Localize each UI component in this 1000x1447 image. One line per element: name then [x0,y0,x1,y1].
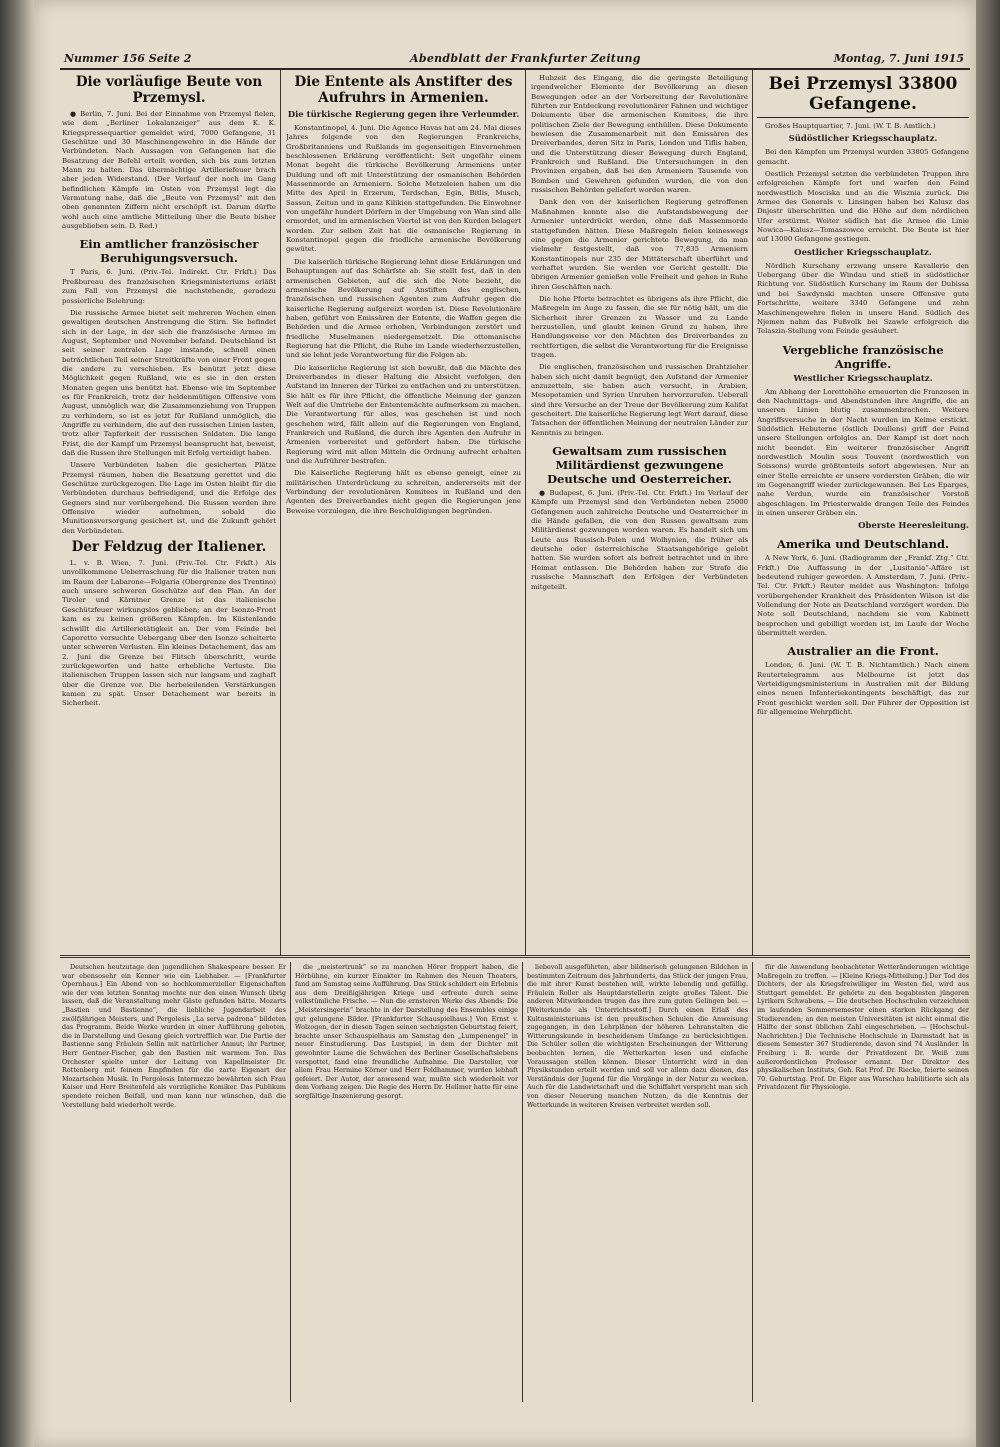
page-header [60,50,970,70]
column-2 [286,74,521,952]
feuilleton-divider [60,957,970,958]
article-body: ● Budapest, 6. Juni. (Priv.-Tel. Ctr. Frkft.) Im Verlauf der Kämpfe um Przemysl sind den Verbündeten neben 25000 Gefangenen auch zahlreiche Deutsche und Oesterreicher in die Hände gefallen, die von den Russen gewaltsam zum Militärdienst gezwungen worden waren. Es handelt sich um Leute aus Russisch-Polen und Wolhynien, die früher als deutsche oder österreichische Staatsangehörige gelebt hatten. Sie wurden sofort als befreit betrachtet und in ihre Heimat entlassen. Die Behörden haben zur Strafe die russische Mannschaft den Erfolgen der Verbündeten mitgeteilt. [531,489,748,591]
column-rule [525,70,526,955]
article-body: Konstantinopel, 4. Juni. Die Agence Havas hat am 24. Mai dieses Jahres folgende von den Regierungen Frankreichs, Großbritanniens und Rußlands im gegenseitigen Einvernehmen beschlossenen Erklärung veröffentlicht: Seit ungefähr einem Monat begeht die türkische Bevölkerung Armeniens unter Duldung und oft mit Unterstützung der osmanischen Behörden Massenmorde an Armeniern. Solche Metzeleien haben um die Mitte des April in Erzerum, Terdschan, Egin, Bitlis, Musch, Sassun, Zeitun und in ganz Kilikien stattgefunden. Die Einwohner von ungefähr hundert Dörfern in der Umgebung von Wan sind alle ermordet, und im armenischen Viertel ist von den Kurden belagert worden. Zur selben Zeit hat die osmanische Regierung in Konstantinopel gegen die friedliche armenische Bevölkerung gewütet. [286,124,521,254]
page-number: Nummer 156 Seite 2 [64,52,192,65]
article-body: L. v. B. Wien, 7. Juni. (Priv.-Tel. Ctr. Frkft.) Als unvollkommene Ueberraschung für die Italiener traten nun im Raum der Labarone—Folgaria (Obergrenze des Trentino) auch unsere schweren Geschütze auf den Plan. An der Tiroler und Kärntner Grenze ist das italienische Geschützfeuer wirkungslos geblieben; an der Isonzo-Front kam es zu keinen größeren Kämpfen. Im Küstenlande schwillt die Artillerietätigkeit an. Der vom Feinde bei Caporetto versuchte Uebergang über den Isonzo scheiterte unter schweren Verlusten. Ein kleines Detachement, das am 2. Juni die Grenze bei Flitsch überschritt, wurde zurückgeworfen und hatte erhebliche Verluste. Die italienischen Truppen lassen sich nur langsam und zaghaft über die Grenze vor. Die herbeieilenden Verstärkungen kamen zu spät. Unser Detachement war bereits in Sicherheit. [62,559,276,708]
issue-date: Montag, 7. Juni 1915 [833,52,964,65]
column-rule [752,70,753,955]
article-body: Dank den von der kaiserlichen Regierung getroffenen Maßnahmen konnte also die Aufstandsbewegung der Armenier unterdrückt werden, ohne daß Massenmorde stattgefunden hätten. Diese Maßregeln fielen keineswegs eine gegen die Armenier gerichtete Bewegung, da man vielmehr festgestellt, daß von 77,835 Armeniern Konstantinopels nur 235 der Mittäterschaft überführt und verhaftet wurden. Sie werden vor Gericht gestellt. Die übrigen Armenier genießen volle Freiheit und gehen in Ruhe ihren Geschäften nach. [531,198,748,291]
article-body: Unsere Verbündeten haben die gesicherten Plätze Przemysl räumen, haben die Besatzung gerettet und die Geschütze zurückgezogen. Die Lage im Osten bleibt für die Verbündeten durchaus befriedigend, und die Erfolge des Gegners sind nur vorübergehend. Die Russen werden ihre Offensive wieder aufnehmen, sobald die Munitionsversorgung gesichert ist, und die Zukunft gehört den Verbündeten. [62,461,276,535]
article-title: Die Entente als Anstifter des Aufruhrs in Armenien. [294,74,513,106]
article-body: Nördlich Kurschany erzwang unsere Kavallerie den Uebergang über die Windau und stieß in südöstlicher Richtung vor. Südöstlich Kurschany im Raum der Dubissa und bei Sawdynski machten unsere Offensive gute Fortschritte, weitere 3340 Gefangene und zehn Maschinengewehre fielen in unsere Hand. Südlich des Njemen nahm das Fußvolk bei Szawle erfolgreich die Telaszin-Stellung vom Feinde gesäubert. [757,261,969,336]
article-body: London, 6. Juni. (W. T. B. Nichtamtlich.) Nach einem Reutertelegramm aus Melbourne ist jetzt das Verteidigungsministerium in Australien mit der Bildung eines neuen Infanteriekontingents beschäftigt, das zur Front geschickt werden soll. Der Führer der Opposition ist für allgemeine Wehrpflicht. [757,661,969,717]
column-rule [752,962,753,1402]
column-1 [62,74,276,952]
feuilleton-text: für die Anwendung beobachteter Wetteränderungen wichtige Maßregeln zu treffen. — [Kleine Kriegs-Mitteilung.] Der Tod des Dichters, der als Kriegsfreiwilliger im Westen fiel, wird aus Stuttgart gemeldet. Er gehörte zu den begabtesten jüngeren Lyrikern Schwabens. — Die deutschen Hochschulen verzeichnen im laufenden Sommersemester einen starken Rückgang der Studierenden; an den meisten Universitäten ist nicht einmal die Hälfte der sonst üblichen Zahl eingeschrieben. — [Hochschul-Nachrichten.] Die Technische Hochschule in Darmstadt hat in diesem Semester 367 Studierende, davon sind 74 Ausländer. In Freiburg i. B. wurde der Privatdozent Dr. Weiß zum außerordentlichen Professor ernannt. Der Direktor des physikalischen Instituts, Geh. Rat Prof. Dr. Riecke, feierte seinen 70. Geburtstag. Prof. Dr. Eiger aus Warschau habilitierte sich als Privatdozent für Physiologie. [757,963,969,1092]
article-body: Die hohe Pforte betrachtet es übrigens als ihre Pflicht, die Maßregeln im Auge zu fassen, die sie für nötig hält, um die Sicherheit ihrer Grenzen zu Wasser und zu Lande herzustellen, und glaubt keinen Grund zu haben, ihre Handlungsweise vor den Mächten des Dreiverbandes zu rechtfertigen, die selbst die Verantwortung für die Ereignisse tragen. [531,294,748,359]
article-body: Hubzeit des Eingang, die die geringste Beteiligung irgendwelcher Elemente der Bevölkerung an diesen Bewegungen oder an der Vorbereitung der Revolutionäre führten zur Entdeckung revolutionärer Fahnen und wichtiger Dokumente über die armenischen Komitees, die ihre politischen Ziele der Bewegung enthüllen. Diese Dokumente bewiesen die Zusammenarbeit mit den Emissären des Dreiverbandes, deren Sitz in Paris, London und Tiflis haben, und die Unterstützung dieser Bewegung durch England, Frankreich und Rußland. Die Untersuchungen in den Provinzen ergaben, daß bei den Armeniern Tausende von Bomben und Gewehren gefunden wurden, die von den russischen Behörden geliefert worden waren. [531,74,748,195]
feuilleton-divider [60,955,970,956]
article-body: A New York, 6. Juni. (Radiogramm der „Frankf. Ztg.“ Ctr. Frkft.) Die Auffassung in der „Lusitania“-Affäre ist bedeutend ruhiger geworden. A Amsterdam, 7. Juni. (Priv.-Tel. Ctr. Frkft.) Reuter meldet aus Washington: Infolge vorübergehender Krankheit des Präsidenten Wilson ist die Vollendung der Note an Deutschland verzögert worden. Die Note soll Deutschland, nachdem sie vom Kabinett besprochen und gebilligt worden ist, im Laufe der Woche übermittelt werden. [757,554,969,638]
column-3 [531,74,748,952]
signature: Oberste Heeresleitung. [858,521,969,532]
feuilleton-column-2 [295,963,518,1403]
column-rule [522,962,523,1402]
article-title: Der Feldzug der Italiener. [71,539,267,556]
section-subheading: Südöstlicher Kriegsschauplatz. [788,134,938,145]
column-rule [290,962,291,1402]
feuilleton-text: liebevoll ausgeführten, aber bildnerisch gelungenen Bildchen in bestimmten Zeitraum des Jahrhunderts, das Stück der jungen Frau, die mit ihrer Kunst bestehen will, wirkte lebendig und gefällig. Fräulein Roller als Hauptdarstellerin zeigte großes Talent. Die anderen Mitwirkenden trugen das ihre zum guten Gelingen bei. — [Weiterkunde als Unterrichtsstoff.] Durch einen Erlaß des Kultusministeriums ist den preußischen Schulen die Anweisung zugegangen, in den Lehrplänen der höheren Lehranstalten die Witterungskunde in bescheidenem Umfange zu berücksichtigen. Die Schüler sollen die wichtigsten Erscheinungen der Witterung beobachten lernen, die Wetterkarten lesen und einfache Voraussagen stellen können. Dieser Unterricht wird in den Physikstunden erteilt werden und soll vor allem dazu dienen, das Verständnis der Jugend für die Vorgänge in der Natur zu wecken. Auch für die Landwirtschaft und die Schiffahrt verspricht man sich von dieser Neuerung manchen Nutzen, da die Kenntnis der Wetterkunde in weiteren Kreisen verbreitet werden soll. [527,963,748,1109]
article-body: Die russische Armee bietet seit mehreren Wochen einen gewaltigen deutschen Anstrengung die Stirn. Sie befindet sich in der Lage, in der sich die französische Armee im August, September und November befand. Deutschland ist seit seiner zentralen Lage imstande, schnell einen beträchtlichen Teil seiner Streitkräfte von einer Front gegen die andere zu verschieben. Es benützt jetzt diese Möglichkeit gegen Rußland, wie es sie in den ersten Monaten gegen uns benützt hat. Ebenso wie im September es für Frankreich, trotz der heldenmütigen Offensive vom August, unmöglich war, die Zusammenziehung von Truppen zu verhindern, so ist es jetzt für Rußland unmöglich, die Angriffe zu verhindern, die auf den russischen Linien lasten, trotz aller Tapferkeit der russischen Soldaten. Die lange Frist, die der Kampf um Przemysl beansprucht hat, beweist, daß die Russen ihre Stellungen mit Erfolg verteidigt haben. [62,308,276,457]
feuilleton-column-3 [527,963,748,1403]
article-title: Australier an die Front. [787,644,939,659]
article-body: Die kaiserliche Regierung ist sich bewußt, daß die Mächte des Dreiverbandes in dieser Haltung die Absicht verfolgen, den Aufstand im Inneren der Türkei zu entfachen und zu unterstützen. Sie hält es für ihre Pflicht, die öffentliche Meinung der ganzen Welt auf die Umtriebe der Ententemächte aufmerksam zu machen. Die Verantwortung für alles, was geschehen ist und noch geschehen wird, fällt allein auf die Regierungen von England, Frankreich und Rußland, die durch ihre Agenten den Aufruhr in Armenien vorbereitet und gefördert haben. Die türkische Regierung wird mit allen Mitteln die Ordnung aufrecht erhalten und die Aufrührer bestrafen. [286,363,521,466]
feuilleton-column-4 [757,963,969,1403]
article-body: Die Kaiserliche Regierung hält es ebenso geneigt, einer zu militärischen Unterdrückung zu schreiten, andererseits mit der Verbindung der revolutionären Komitees in Rußland und den Agenten des Dreiverbandes nicht gegen die Regierungen jene Beweise vorzulegen, die ihre Beschuldigungen begründen. [286,469,521,515]
article-title: Amerika und Deutschland. [776,537,950,552]
article-body: Oestlich Przemysl setzten die verbündeten Truppen ihre erfolgreichen Kämpfe fort und warfen den Feind nordwestlich Mosciska und an die Wisznia zurück. Die Armee des Generals v. Linsingen haben bei Kalusz das Dnjestr überschritten und die Höhe auf dem nördlichen Ufer erstürmt. Weiter südlich hat die Armee die Linie Nowica—Kalusz—Tomaszowce erreicht. Die Beute ist hier auf 13000 Gefangene gestiegen. [757,170,969,244]
article-title: Gewaltsam zum russischen Militärdienst gezwungene Deutsche und Oesterreicher. [547,444,732,487]
dateline: Großes Hauptquartier, 7. Juni. (W. T. B. Amtlich.) [765,122,936,130]
article-body: Die englischen, französischen und russischen Drahtzieher haben sich nicht damit begnügt, den Aufstand der Armenier anzuzetteln, sie haben auch versucht, in Arabien, Mesopotamien und Syrien Unruhen hervorzurufen. Ueberall sind ihre Versuche an der Treue der Bevölkerung zum Kalifat gescheitert. Die kaiserliche Regierung legt Wert darauf, diese Tatsachen der öffentlichen Meinung der neutralen Länder zur Kenntnis zu bringen. [531,363,748,437]
section-subheading: Oestlicher Kriegsschauplatz. [794,247,932,258]
column-rule [280,70,281,955]
section-subheading: Westlicher Kriegsschauplatz. [793,373,933,384]
feuilleton-column-1 [62,963,286,1403]
book-binding [0,0,34,1447]
headline: Bei Przemysl 33800 Gefangene. [757,74,969,118]
article-body: Bei den Kämpfen um Przemysl wurden 33805 Gefangene gemacht. [757,148,969,166]
article-body: Die kaiserlich türkische Regierung lehnt diese Erklärungen und Behauptungen auf das Schärfste ab. Sie stellt fest, daß in den armenischen Gebieten, auf die sich die Note bezieht, die armenische Bevölkerung auf Anstiften des englischen, französischen und russischen Agenten zum Aufruhr gegen die kaiserliche Regierung aufgereizt worden ist. Diese Revolutionäre haben, geführt von Emissären der Entente, die Waffen gegen die Behörden und die Armee erhoben, Verbindungen zerstört und friedliche Muselmanen niedergemetzelt. Die ottomanische Regierung hat die Pflicht, die Ruhe im Lande wiederherzustellen, und sie lehnt jede Verantwortung für die Folgen ab. [286,257,521,360]
feuilleton-text: Deutschen heutzutage den jugendlichen Shakespeare besser. Er war ebensosehr ein Kenner wie ein Liebhaber. — [Frankfurter Opernhaus.] Ein Abend von so hochkommerzieller Eigenschaften wie der vom letzten Sonntag mochte nur den einen Wunsch übrig lassen, daß die Veranstaltung mehr Gäste gefunden hätte. Mozarts „Bastien und Bastienne“, die liebliche Jugendarbeit des zwölfjährigen Meisters, und Pergolesis „La serva padrona“ bildeten das Programm. Beide Werke wurden in einer Aufführung geboten, die in Darstellung und Gesang gleich vortrefflich war. Die Partie der Bastienne sang Fräulein Sellin mit natürlicher Anmut; ihr Partner, Herr Gentner-Fischer, gab den Bastien mit warmem Ton. Das Orchester spielte unter der Leitung von Kapellmeister Dr. Rottenberg mit feinem Empfinden für die zarte Eigenart der Mozartschen Musik. In Pergolesis Intermezzo bewährten sich Frau Kaiser und Herr Breitenfeld als vorzügliche Komiker. Das Publikum spendete reichen Beifall, und man kann nur wünschen, daß die Vorstellung bald wiederholt werde. [62,963,286,1109]
article-subtitle: Die türkische Regierung gegen ihre Verleumder. [287,110,520,120]
page-edge [976,0,1000,1447]
column-4 [757,74,969,952]
article-body: ● Berlin, 7. Juni. Bei der Einnahme von Przemysl fielen, wie dem „Berliner Lokalanzeiger“ aus dem K. K. Kriegspressequartier gemeldet wird, 7000 Gefangene, 31 Geschütze und 30 Maschinengewehre in die Hände der Verbündeten. Nach Aussagen von Gefangenen hat die Besatzung der Befehl erteilt worden, sich bis zum letzten Mann zu halten. Das übermächtige Artilleriefeuer brach aber jeden Widerstand. (Der Verlauf der noch im Gang befindlichen Kämpfe im Osten von Przemysl legt die Vermutung nahe, daß die „Beute von Przemysl“ mit den oben genannten Ziffern nicht erschöpft ist. Darum dürfte wohl auch eine amtliche Mitteilung über die Beute bisher ausgeblieben sein. D. Red.) [62,110,276,231]
article-title: Vergebliche französische Angriffe. [782,342,944,371]
article-title: Ein amtlicher französischer Beruhigungsversuch. [79,237,259,266]
feuilleton-text: die „meistertrunk“ so zu manchen Hörer froppert haben, die Hörbühne, ein kurzer Einakter im Rahmen des Neuen Theaters, fand am Samstag seine Aufführung. Das Stück schildert ein Erlebnis aus dem Dreißigjährigen Kriege und erfreute durch seine volkstümliche Frische. — Nun die ernsteren Werke des Abends: Die „Meistersingerin“ brachte in der Darstellung des Ensembles einige gut gelungene Bilder. [Frankfurter Schauspielhaus.] Von Ernst v. Wolzogen, der in diesen Tagen seinen sechzigsten Geburtstag feiert, brachte unser Schauspielhaus am Samstag den „Lumpenengel“ in neuer Einstudierung. Das Lustspiel, in dem der Dichter mit gewohnter Laune die Schwächen des Berliner Gesellschaftslebens verspottet, fand eine freundliche Aufnahme. Die Darsteller, vor allem Frau Hermine Körner und Herr Feldhammer, wurden lebhaft gefeiert. Der Autor, der anwesend war, mußte sich wiederholt vor dem Vorhang zeigen. Die Regie des Herrn Dr. Hellmer hatte für eine sorgfältige Inszenierung gesorgt. [295,963,518,1100]
article-title: Die vorläufige Beute von Przemysl. [75,74,263,106]
newspaper-name: Abendblatt der Frankfurter Zeitung [410,52,641,65]
article-body: T Paris, 6. Juni. (Priv.-Tel. Indirekt. Ctr. Frkft.) Das Preßbureau des französischen Kriegsministeriums erläßt zum Fall von Przemysl die nachstehende, geradezu possierliche Belehrung: [62,268,276,305]
article-body: Am Abhang der Lorettohöhe erneuerten die Franzosen in den Nachmittags- und Abendstunden ihre Angriffe, die an unseren Linien blutig zusammenbrachen. Weitere Angriffsversuche in der Nacht wurden im Keime erstickt. Südöstlich Hebuterne (östlich Doullens) griff der Feind unsere Stellungen erfolglos an. Der Kampf ist dort noch nicht beendet. Ein weiterer französischer Angriff nordwestlich Moulin sous Touvent (nordwestlich von Soissons) wurde größtenteils sofort abgewiesen. Nur an einer Stelle erreichte er unsere vordersten Gräben, die wir im Gegenangriff wieder zurückgewannen. Bei Les Eparges, nahe Verdun, wurde ein französischer Vorstoß abgeschlagen. Im Priesterwalde drangen Teile des Feindes in einen unserer Gräben ein. [757,387,969,517]
